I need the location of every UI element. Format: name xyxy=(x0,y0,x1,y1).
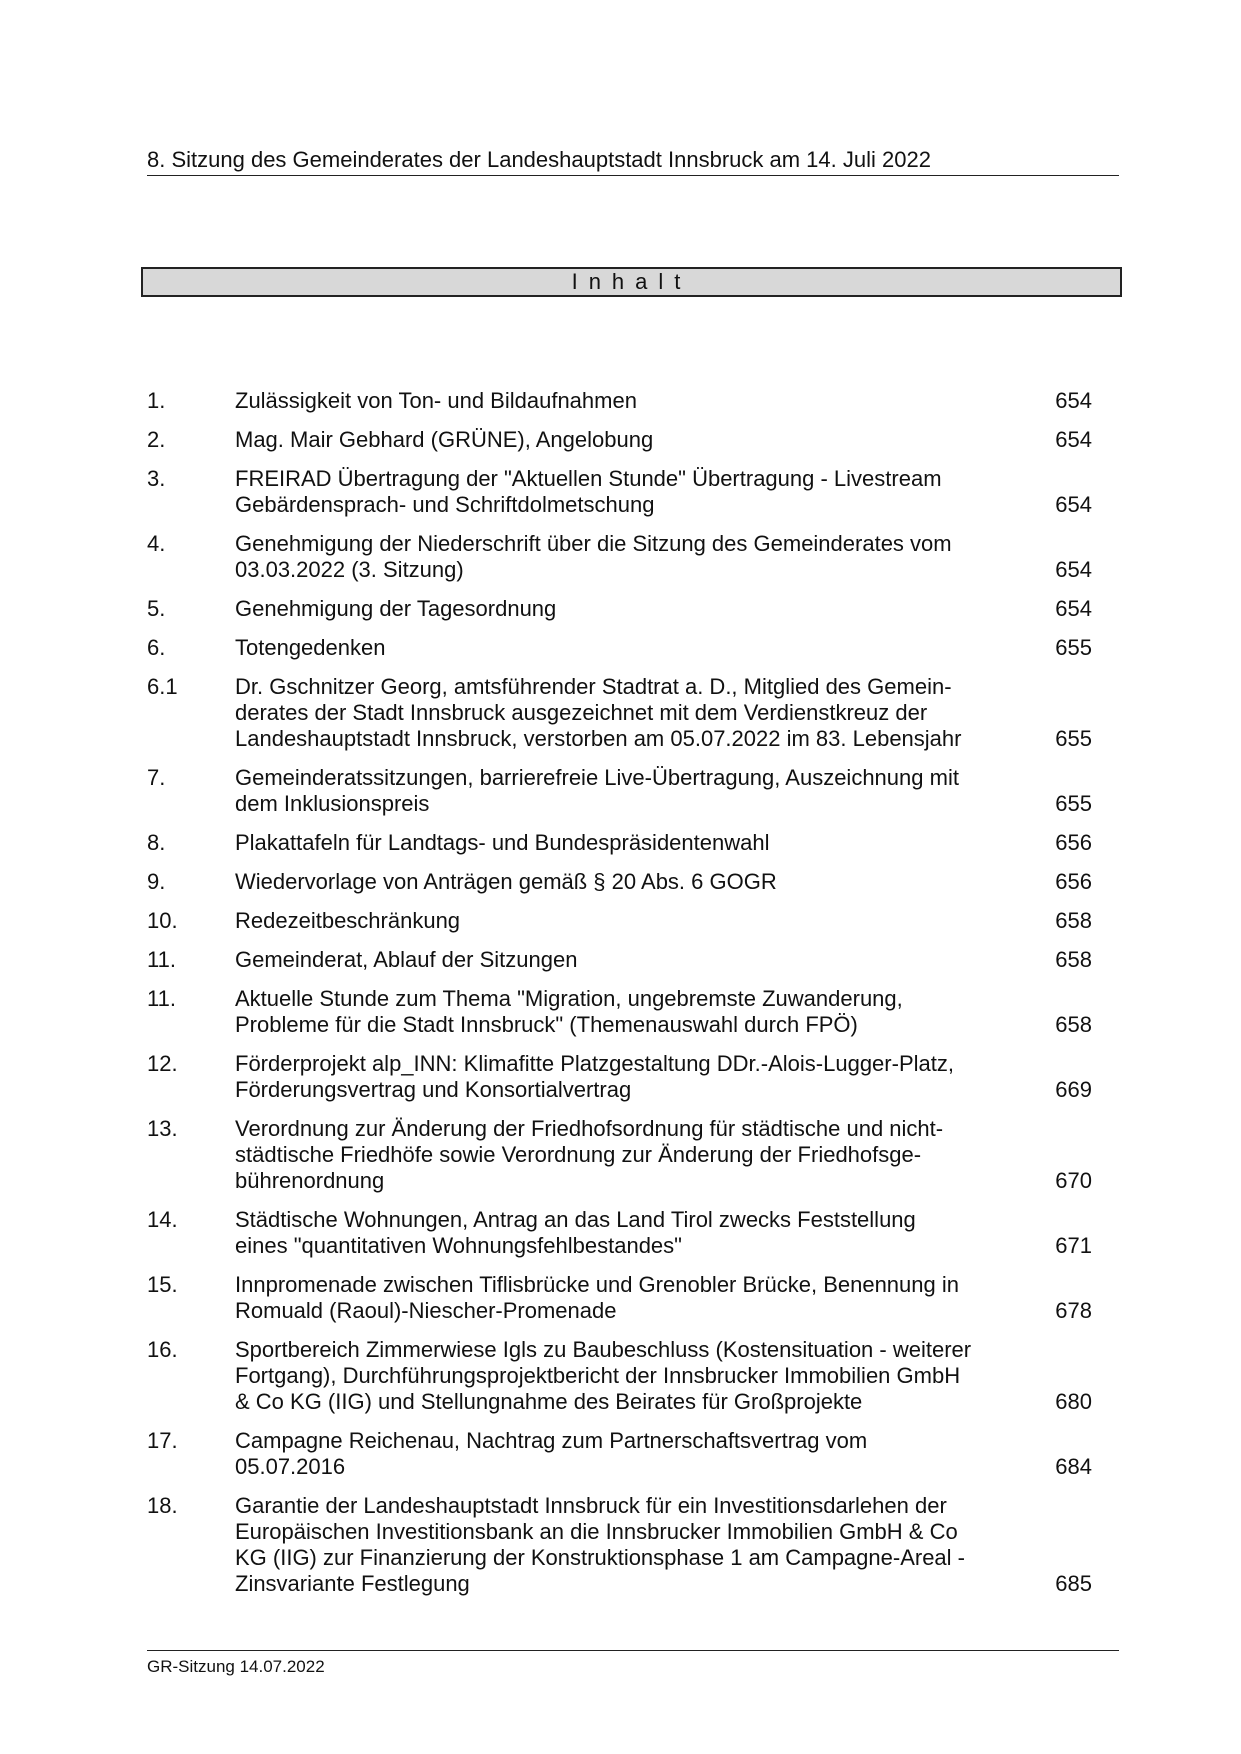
toc-entry-title: Gemeinderat, Ablauf der Sitzungen xyxy=(235,947,578,972)
toc-entry xyxy=(147,596,1092,622)
toc-entry-page: 654 xyxy=(1055,388,1092,413)
toc-entry-page: 654 xyxy=(1055,596,1092,621)
toc-entry-number: 15. xyxy=(147,1272,178,1297)
toc-entry-number: 8. xyxy=(147,830,166,855)
toc-entry xyxy=(147,1337,1092,1415)
toc-entry-title: Genehmigung der Tagesordnung xyxy=(235,596,557,621)
toc-entry-title: Verordnung zur Änderung der Friedhofsordnung für städtische und nicht- städtische Friedhöfe sowie Verordnung zur Änderung der Friedhofsge- bührenordnung xyxy=(235,1116,944,1193)
toc-entry-title: Aktuelle Stunde zum Thema "Migration, ungebremste Zuwanderung, Probleme für die Stadt Innsbruck" (Themenauswahl durch FPÖ) xyxy=(235,986,903,1037)
toc-entry xyxy=(147,466,1092,518)
toc-entry-page: 678 xyxy=(1055,1298,1092,1323)
toc-entry-page: 684 xyxy=(1055,1454,1092,1479)
toc-entry-title: FREIRAD Übertragung der "Aktuellen Stunde" Übertragung - Livestream Gebärdensprach- und Schriftdolmetschung xyxy=(235,466,942,517)
toc-entry xyxy=(147,531,1092,583)
toc-entry-title: Dr. Gschnitzer Georg, amtsführender Stadtrat a. D., Mitglied des Gemein- derates der Stadt Innsbruck ausgezeichnet mit dem Verdienstkreuz der Landeshauptstadt Innsbruck, verstorben am 05.07.2022 im 83. Lebensjahr xyxy=(235,674,962,751)
toc-entry-number: 11. xyxy=(147,947,176,972)
toc-entry-title: Plakattafeln für Landtags- und Bundespräsidentenwahl xyxy=(235,830,770,855)
toc-entry xyxy=(147,388,1092,414)
toc-entry-title: Mag. Mair Gebhard (GRÜNE), Angelobung xyxy=(235,427,654,452)
toc-entry-title: Wiedervorlage von Anträgen gemäß § 20 Abs. 6 GOGR xyxy=(235,869,777,894)
toc-entry-page: 670 xyxy=(1055,1168,1092,1193)
toc-entry-page: 654 xyxy=(1055,557,1092,582)
toc-entry xyxy=(147,986,1092,1038)
toc-entry-number: 6.1 xyxy=(147,674,178,699)
toc-entry-page: 669 xyxy=(1055,1077,1092,1102)
toc-entry-title: Zulässigkeit von Ton- und Bildaufnahmen xyxy=(235,388,637,413)
toc-entry-page: 658 xyxy=(1055,908,1092,933)
toc-entry xyxy=(147,1051,1092,1103)
toc-entry-number: 12. xyxy=(147,1051,178,1076)
toc-entry-number: 16. xyxy=(147,1337,178,1362)
toc-entry-number: 18. xyxy=(147,1493,178,1518)
toc-entry-page: 680 xyxy=(1055,1389,1092,1414)
toc-entry xyxy=(147,869,1092,895)
toc-entry-number: 5. xyxy=(147,596,166,621)
toc-entry-title: Totengedenken xyxy=(235,635,386,660)
table-of-contents xyxy=(147,388,1092,1610)
toc-entry xyxy=(147,765,1092,817)
toc-entry-number: 10. xyxy=(147,908,178,933)
toc-entry-title: Garantie der Landeshauptstadt Innsbruck für ein Investitionsdarlehen der Europäischen Investitionsbank an die Innsbrucker Immobilien GmbH & Co KG (IIG) zur Finanzierung der Konstruktionsphase 1 am Campagne-Areal - Zinsvariante Festlegung xyxy=(235,1493,965,1596)
toc-entry xyxy=(147,1116,1092,1194)
toc-entry-number: 14. xyxy=(147,1207,178,1232)
toc-entry xyxy=(147,1207,1092,1259)
toc-entry-page: 654 xyxy=(1055,427,1092,452)
toc-entry-title: Redezeitbeschränkung xyxy=(235,908,461,933)
toc-entry-number: 6. xyxy=(147,635,166,660)
toc-entry xyxy=(147,1493,1092,1597)
toc-entry xyxy=(147,427,1092,453)
toc-entry-title: Innpromenade zwischen Tiflisbrücke und Grenobler Brücke, Benennung in Romuald (Raoul)-Niescher-Promenade xyxy=(235,1272,959,1323)
toc-entry-number: 2. xyxy=(147,427,166,452)
toc-entry-title: Sportbereich Zimmerwiese Igls zu Baubeschluss (Kostensituation - weiterer Fortgang), Durchführungsprojektbericht der Innsbrucker Immobilien GmbH & Co KG (IIG) und Stellungnahme des Beirates für Großprojekte xyxy=(235,1337,972,1414)
toc-entry xyxy=(147,674,1092,752)
toc-entry xyxy=(147,1272,1092,1324)
toc-entry xyxy=(147,635,1092,661)
footer-divider xyxy=(147,1650,1119,1651)
toc-entry-page: 655 xyxy=(1055,635,1092,660)
header-divider xyxy=(147,175,1119,176)
toc-entry-title: Gemeinderatssitzungen, barrierefreie Live-Übertragung, Auszeichnung mit dem Inklusionspreis xyxy=(235,765,959,816)
toc-entry xyxy=(147,908,1092,934)
toc-entry-number: 3. xyxy=(147,466,166,491)
toc-entry-page: 655 xyxy=(1055,726,1092,751)
toc-entry-page: 655 xyxy=(1055,791,1092,816)
toc-entry-number: 13. xyxy=(147,1116,178,1141)
toc-entry-page: 654 xyxy=(1055,492,1092,517)
toc-entry-title: Campagne Reichenau, Nachtrag zum Partnerschaftsvertrag vom 05.07.2016 xyxy=(235,1428,868,1479)
toc-entry-title: Förderprojekt alp_INN: Klimafitte Platzgestaltung DDr.-Alois-Lugger-Platz, Förderungsvertrag und Konsortialvertrag xyxy=(235,1051,954,1102)
toc-entry-number: 9. xyxy=(147,869,166,894)
toc-entry xyxy=(147,947,1092,973)
toc-entry-page: 685 xyxy=(1055,1571,1092,1596)
page-header-title: 8. Sitzung des Gemeinderates der Landeshauptstadt Innsbruck am 14. Juli 2022 xyxy=(147,147,931,172)
toc-heading: Inhalt xyxy=(141,267,1122,297)
toc-entry-number: 4. xyxy=(147,531,166,556)
toc-entry-number: 1. xyxy=(147,388,166,413)
toc-entry xyxy=(147,830,1092,856)
toc-entry-title: Genehmigung der Niederschrift über die Sitzung des Gemeinderates vom 03.03.2022 (3. Sitzung) xyxy=(235,531,952,582)
toc-entry-number: 11. xyxy=(147,986,176,1011)
toc-entry-number: 7. xyxy=(147,765,166,790)
toc-entry-page: 671 xyxy=(1055,1233,1092,1258)
toc-entry-title: Städtische Wohnungen, Antrag an das Land Tirol zwecks Feststellung eines "quantitativen Wohnungsfehlbestandes" xyxy=(235,1207,916,1258)
toc-entry-number: 17. xyxy=(147,1428,178,1453)
page-footer: GR-Sitzung 14.07.2022 xyxy=(147,1657,325,1676)
toc-entry xyxy=(147,1428,1092,1480)
toc-entry-page: 656 xyxy=(1055,830,1092,855)
toc-entry-page: 658 xyxy=(1055,947,1092,972)
toc-entry-page: 658 xyxy=(1055,1012,1092,1037)
toc-entry-page: 656 xyxy=(1055,869,1092,894)
